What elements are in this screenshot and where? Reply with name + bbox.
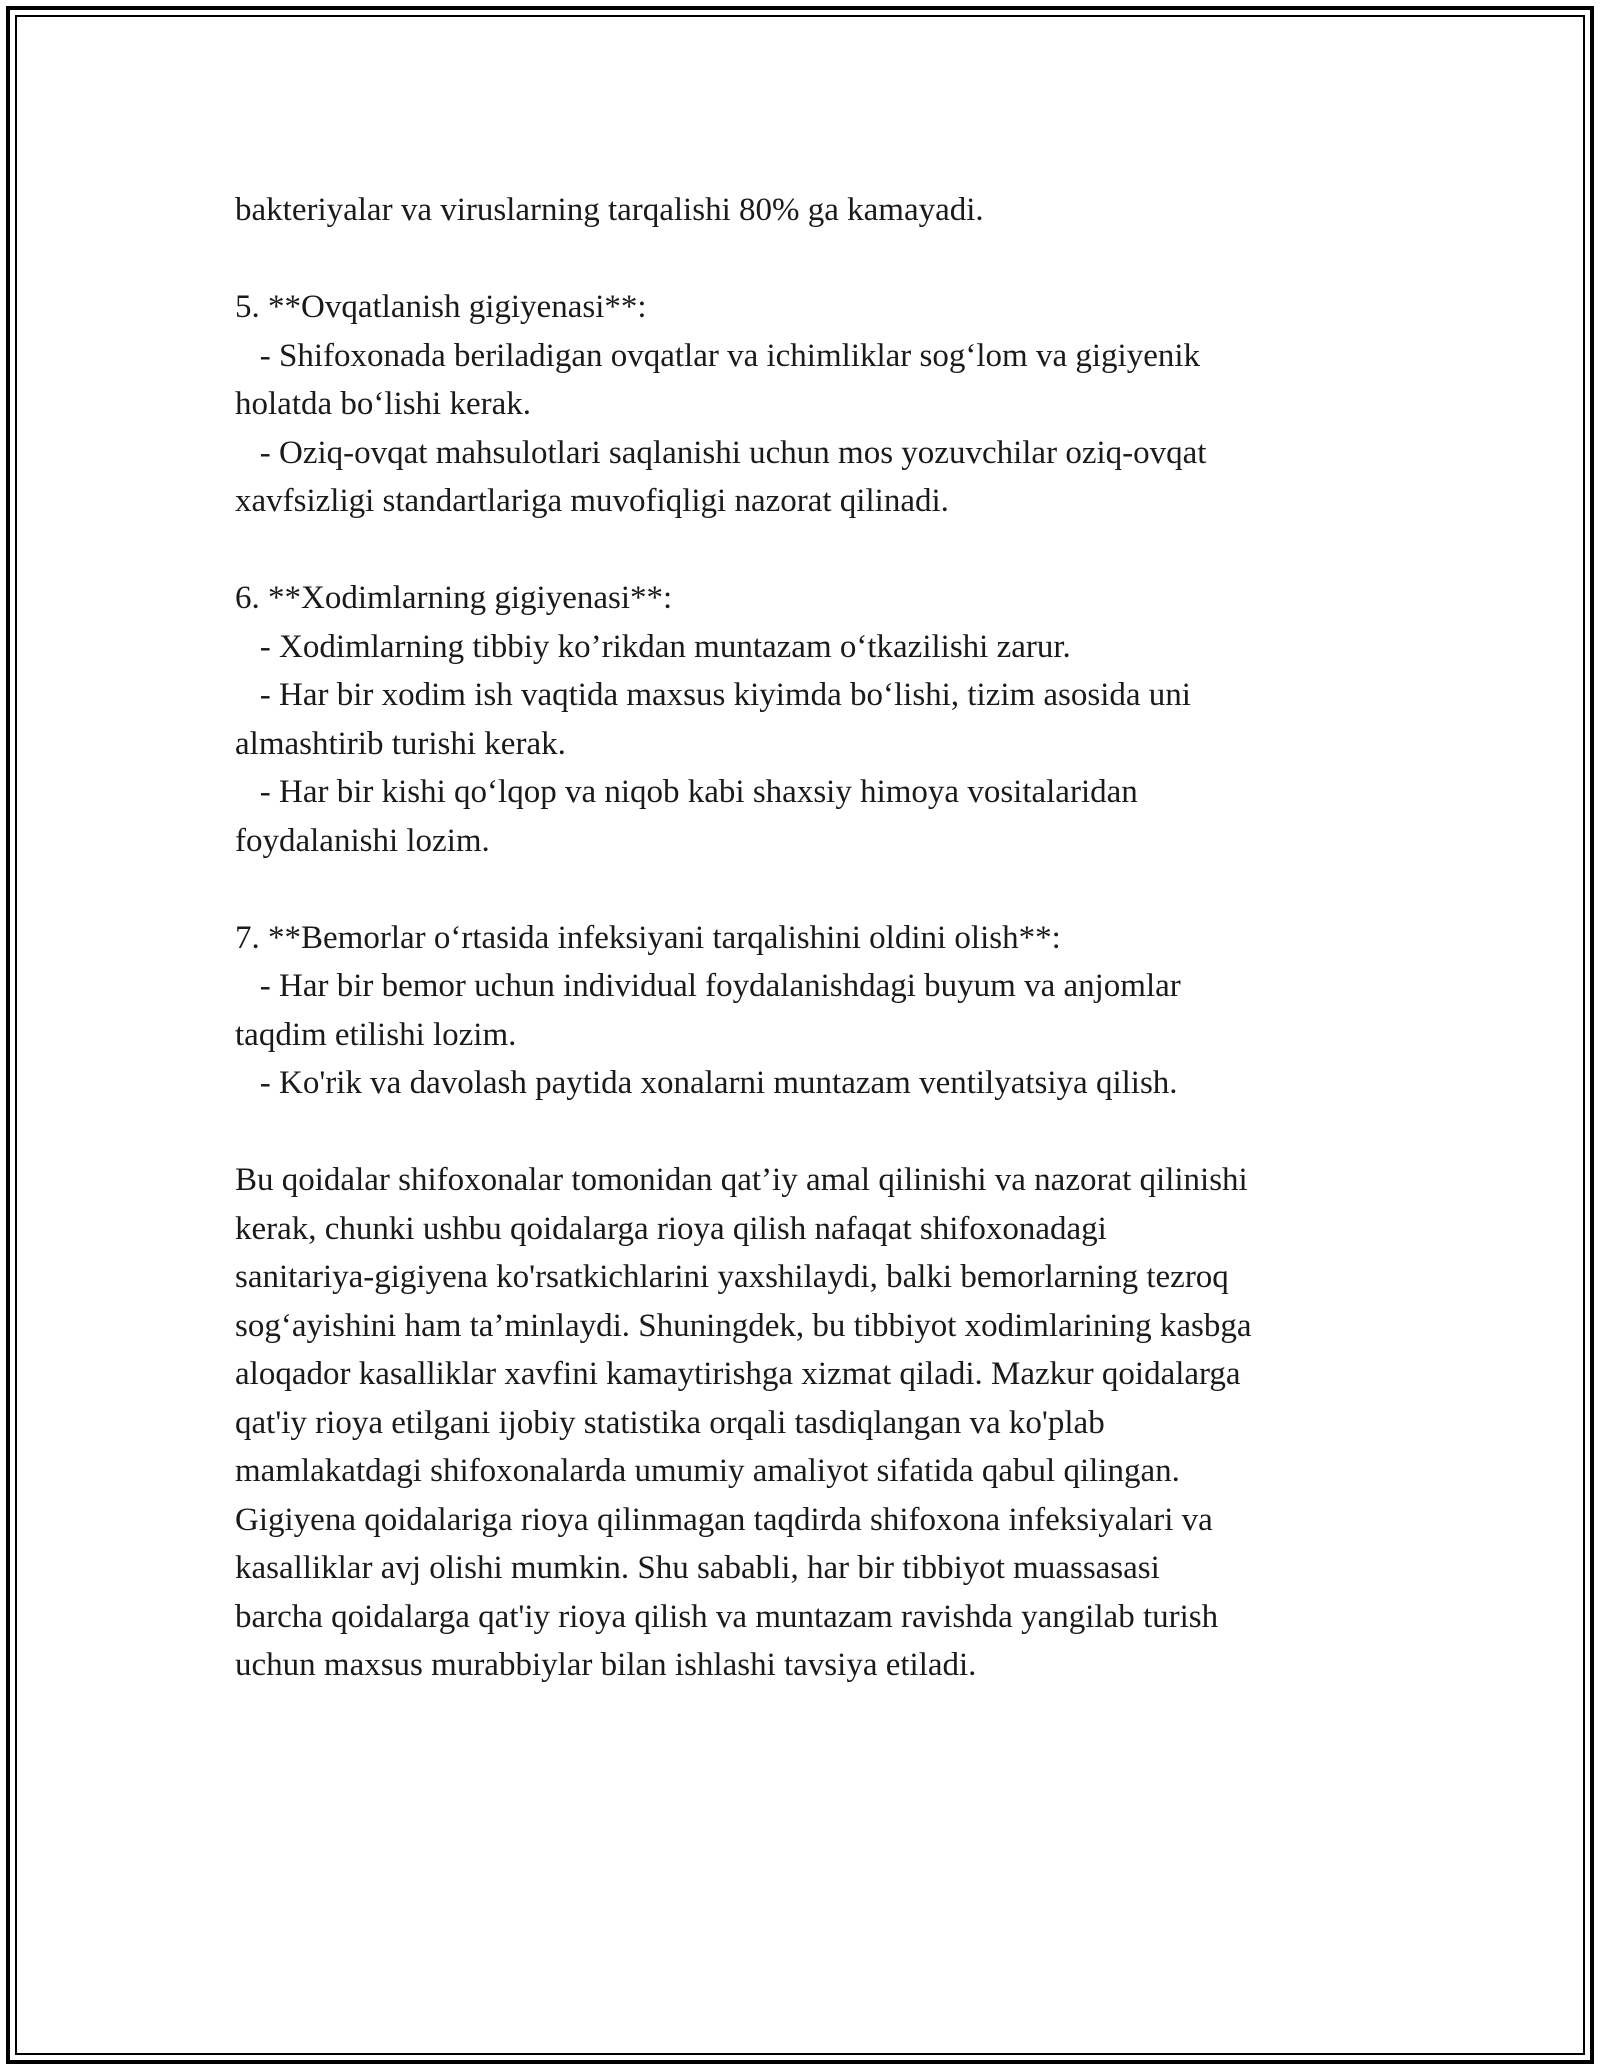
paragraph-line: sog‘ayishini ham ta’minlaydi. Shuningdek, bu tibbiyot xodimlarining kasbga [235, 1307, 1252, 1344]
section-6 [235, 574, 1380, 865]
section-line: taqdim etilishi lozim. [235, 1016, 517, 1053]
paragraph-line: kasalliklar avj olishi mumkin. Shu sababli, har bir tibbiyot muassasasi [235, 1550, 1160, 1586]
paragraph-line: Bu qoidalar shifoxonalar tomonidan qat’iy amal qilinishi va nazorat qilinishi [235, 1162, 1248, 1198]
paragraph-line: uchun maxsus murabbiylar bilan ishlashi tavsiya etiladi. [235, 1647, 977, 1683]
section-heading: 7. **Bemorlar o‘rtasida infeksiyani tarqalishini oldini olish**: [235, 919, 1061, 956]
paragraph-line: aloqador kasalliklar xavfini kamaytirishga xizmat qiladi. Mazkur qoidalarga [235, 1356, 1241, 1392]
paragraph-gap [235, 1108, 1380, 1157]
section-line: - Shifoxonada beriladigan ovqatlar va ichimliklar sog‘lom va gigiyenik [235, 337, 1201, 374]
paragraph-gap [235, 526, 1380, 575]
paragraph-gap [235, 865, 1380, 914]
section-5 [235, 283, 1380, 526]
section-7 [235, 914, 1380, 1108]
paragraph-gap [235, 235, 1380, 284]
paragraph-line: mamlakatdagi shifoxonalarda umumiy amaliyot sifatida qabul qilingan. [235, 1453, 1180, 1489]
paragraph-line: barcha qoidalarga qat'iy rioya qilish va muntazam ravishda yangilab turish [235, 1598, 1219, 1635]
paragraph-line: kerak, chunki ushbu qoidalarga rioya qilish nafaqat shifoxonadagi [235, 1210, 1107, 1247]
section-heading: 6. **Xodimlarning gigiyenasi**: [235, 580, 673, 616]
document-body [235, 186, 1380, 1690]
paragraph-line: qat'iy rioya etilgani ijobiy statistika orqali tasdiqlangan va ko'plab [235, 1404, 1105, 1441]
section-line: - Har bir bemor uchun individual foydalanishdagi buyum va anjomlar [235, 968, 1181, 1004]
section-line: - Ko'rik va davolash paytida xonalarni muntazam ventilyatsiya qilish. [235, 1065, 1178, 1101]
section-line: xavfsizligi standartlariga muvofiqligi nazorat qilinadi. [235, 483, 949, 519]
conclusion-paragraph [235, 1156, 1380, 1690]
section-line: - Har bir kishi qo‘lqop va niqob kabi shaxsiy himoya vositalaridan [235, 774, 1138, 810]
paragraph-line: sanitariya-gigiyena ko'rsatkichlarini yaxshilaydi, balki bemorlarning tezroq [235, 1259, 1229, 1295]
section-line: almashtirib turishi kerak. [235, 725, 566, 762]
section-line: - Xodimlarning tibbiy ko’rikdan muntazam o‘tkazilishi zarur. [235, 628, 1071, 665]
section-line: holatda bo‘lishi kerak. [235, 386, 532, 422]
section-line: - Har bir xodim ish vaqtida maxsus kiyimda bo‘lishi, tizim asosida uni [235, 677, 1191, 713]
intro-line: bakteriyalar va viruslarning tarqalishi 80% ga kamayadi. [235, 192, 984, 228]
section-line: foydalanishi lozim. [235, 822, 490, 859]
section-line: - Oziq-ovqat mahsulotlari saqlanishi uchun mos yozuvchilar oziq-ovqat [235, 434, 1207, 471]
section-heading: 5. **Ovqatlanish gigiyenasi**: [235, 289, 647, 325]
paragraph-line: Gigiyena qoidalariga rioya qilinmagan taqdirda shifoxona infeksiyalari va [235, 1501, 1213, 1538]
